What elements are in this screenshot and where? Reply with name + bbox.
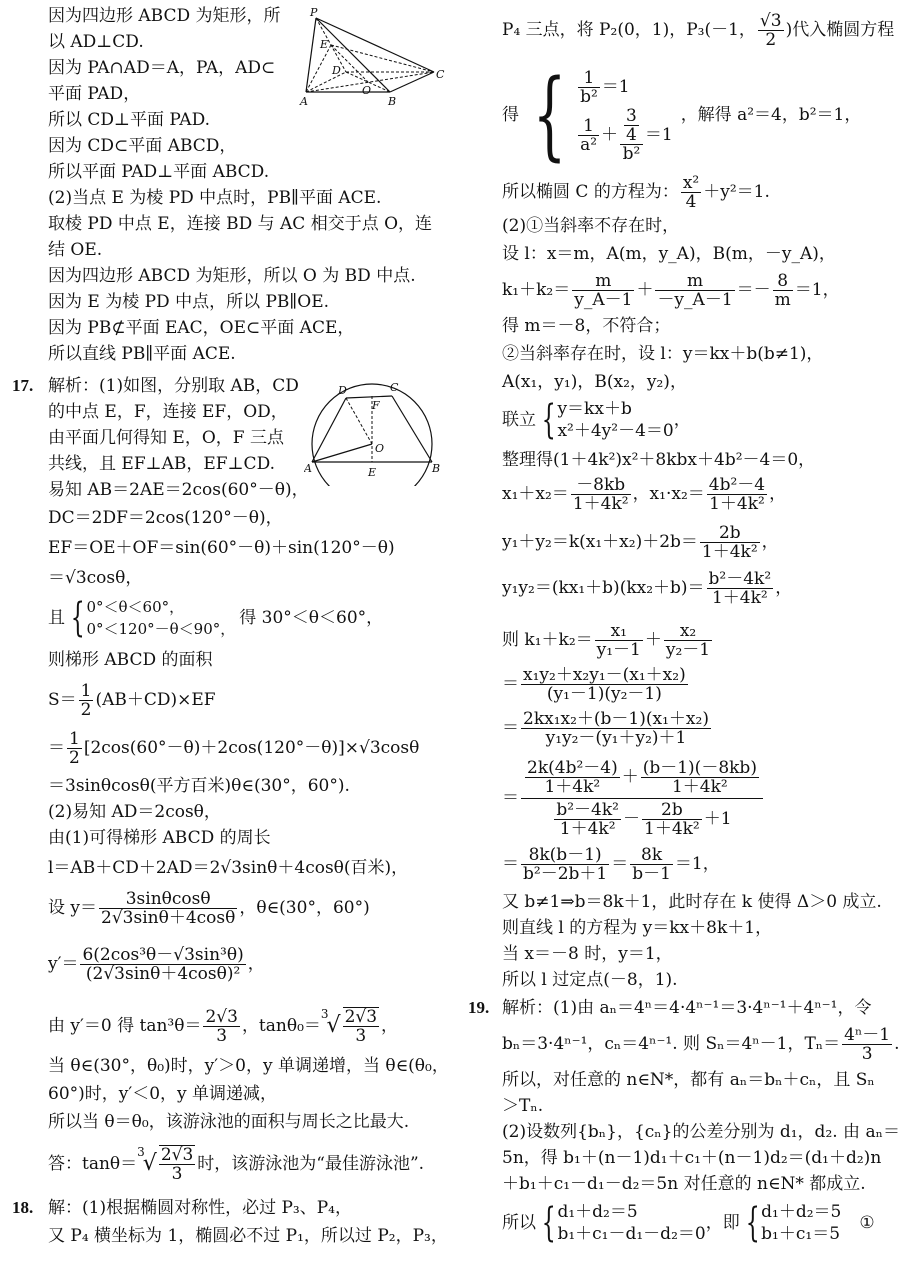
system-row: x²＋4y²－4＝0 <box>557 421 674 441</box>
text-fragment: [2cos(60°－θ)＋2cos(120°－θ)]×√3cosθ <box>83 738 420 758</box>
joint-system: 联立 { y＝kx＋b x²＋4y²－4＝0 ， <box>502 397 691 443</box>
text-line: 所以 CD⊥平面 PAD. <box>48 110 211 130</box>
fraction: $\frac{m}{y\_A-1}$ <box>574 270 633 310</box>
cube-root-index: 3 <box>320 1007 329 1021</box>
text-line: 解析：(1)由 aₙ＝4ⁿ＝4·4ⁿ⁻¹＝3·4ⁿ⁻¹＋4ⁿ⁻¹，令 <box>502 998 872 1018</box>
text-line: 因为 PB⊄平面 EAC，OE⊂平面 ACE， <box>48 318 355 338</box>
text-line: 结 OE. <box>48 240 103 260</box>
system-rows <box>576 67 673 163</box>
text-fragment: ＝ <box>48 738 65 758</box>
system-row: $\frac{1}{\text{b²}}$ ＝1 <box>580 67 630 107</box>
complex-fraction-step: ＝ $\frac{\text{2k(4b²－4)}}{\text{1＋4k²}}$ ＋ $\frac{(b-1)(-8kb)}{\text{1＋4k²}}$ $\frac{\text{b²－4k²}}{\text{1＋4k²}}$ － $\frac{2b}{\text{1＋4k²}}$ ＋1 <box>502 756 765 840</box>
text-line: 因为四边形 ABCD 为矩形，所以 O 为 BD 中点. <box>48 266 416 286</box>
fraction: $\frac{8k(b-1)}{\text{b²－2b＋1}}$ <box>523 844 608 884</box>
fraction: $\frac{\text{2k(4b²－4)}}{\text{1＋4k²}}$ ＋ $\frac{(b-1)(-8kb)}{\text{1＋4k²}}$ $\frac{\text{b²－4k²}}{\text{1＋4k²}}$ － $\frac{2b}{\text{1＋4k²}}$ ＋1 <box>521 759 763 838</box>
equation-marker: ① <box>859 1213 875 1233</box>
fraction: $\frac{\text{x²}}{4}$ <box>682 172 700 212</box>
text-line: (2)设数列{bₙ}，{cₙ}的公差分别为 d₁，d₂. 由 aₙ＝ <box>502 1122 900 1142</box>
text-line: 整理得(1＋4k²)x²＋8kbx＋4b²－4＝0， <box>502 450 816 470</box>
fraction: $\frac{\text{x₂}}{\text{y₂－1}}$ <box>665 620 711 660</box>
root-icon: √ <box>326 1013 341 1038</box>
system-row: d₁＋d₂＝5 <box>761 1202 842 1222</box>
text-line: ＝3sinθcosθ(平方百米)θ∈(30°，60°). <box>48 776 350 796</box>
vertex-label: A <box>304 462 312 475</box>
vertex-label: D <box>338 384 347 397</box>
text-fragment: ＋y²＝1. <box>703 182 770 202</box>
vertex-label: E <box>368 466 377 479</box>
text-line: l＝AB＋CD＋2AD＝2√3sinθ＋4cosθ(百米)， <box>48 858 409 878</box>
ratio-formula <box>48 888 370 928</box>
system-row: b₁＋c₁＝5 <box>761 1224 841 1244</box>
text-fragment: )代入椭圆方程 <box>785 20 895 40</box>
vertex-label: E <box>320 38 329 51</box>
text-line: 所以当 θ＝θ₀，该游泳池的面积与周长之比最大. <box>48 1112 410 1132</box>
question-number: 19. <box>468 998 490 1017</box>
vertex-label: D <box>332 64 341 77</box>
fraction: $\frac{\text{6(2cos³θ－√3sin³θ)}}{\text{(2√3sinθ＋4cosθ)²}}$ <box>82 944 244 984</box>
fraction: $\frac{2b}{\text{1＋4k²}}$ <box>701 522 758 562</box>
fraction: $\frac{1}{\text{b²}}$ <box>580 67 598 107</box>
fraction: $\frac{(b-1)(-8kb)}{\text{1＋4k²}}$ <box>642 757 757 797</box>
y-product-line: y₁y₂＝(kx₁＋b)(kx₂＋b)＝ $\frac{\text{b²－4k²}}{\text{1＋4k²}}$ ， <box>502 568 793 608</box>
vertex-label: C <box>390 381 399 394</box>
fraction: $\frac{2b}{\text{1＋4k²}}$ <box>644 799 700 839</box>
fraction: $\frac{√3}{2}$ <box>759 10 782 50</box>
ellipse-equation <box>502 174 770 210</box>
final-system: 所以 { d₁＋d₂＝5 b₁＋c₁－d₁－d₂＝0 ，即 { d₁＋d₂＝5 b₁＋c₁＝5 ① <box>502 1200 875 1246</box>
text-fragment: ，解得 a²＝4，b²＝1， <box>680 105 862 125</box>
vertex-label: F <box>372 399 380 412</box>
fraction: $\frac{2√3}{3}$ <box>205 1006 238 1046</box>
text-line: 因为 E 为棱 PD 中点，所以 PB∥OE. <box>48 292 330 312</box>
text-line: 60°)时，y′＜0，y 单调递减， <box>48 1084 278 1104</box>
text-line: 所以，对任意的 n∈N*，都有 aₙ＝bₙ＋cₙ，且 Sₙ <box>502 1070 875 1090</box>
text-line: (2)当点 E 为棱 PD 中点时，PB∥平面 ACE. <box>48 188 382 208</box>
brace-icon: { <box>532 59 567 171</box>
text-line: 易知 AB＝2AE＝2cos(60°－θ)， <box>48 480 309 500</box>
fraction: $\frac{\text{b²－4k²}}{\text{1＋4k²}}$ <box>708 568 772 608</box>
text-fragment: ，θ∈(30°，60°) <box>239 898 370 918</box>
fraction: $\frac{1}{\text{a²}}$ <box>580 115 598 155</box>
text-line: 因为 CD⊂平面 ABCD， <box>48 136 237 156</box>
text-line: ＞Tₙ. <box>502 1096 544 1116</box>
text-fragment: S＝ <box>48 690 77 710</box>
fraction: $\frac{2√3}{3}$ <box>160 1145 194 1184</box>
answer-line <box>48 1142 424 1186</box>
vertex-label: B <box>432 462 441 475</box>
area-formula <box>48 680 216 720</box>
substitute-line <box>502 10 894 50</box>
text-line: (2)①当斜率不存在时， <box>502 216 680 236</box>
pyramid-figure <box>296 6 446 110</box>
text-line: A(x₁，y₁)，B(x₂，y₂)， <box>502 372 687 392</box>
result-step: ＝ $\frac{8k(b-1)}{\text{b²－2b＋1}}$ ＝ $\frac{8k}{b-1}$ ＝1， <box>502 844 720 884</box>
question-number: 18. <box>12 1198 34 1217</box>
text-line: (2)易知 AD＝2cosθ， <box>48 802 221 822</box>
text-line: 所以 l 过定点(－8，1). <box>502 970 678 990</box>
system-rows <box>557 1201 705 1245</box>
text-line: EF＝OE＋OF＝sin(60°－θ)＋sin(120°－θ) <box>48 538 395 558</box>
text-fragment: 由 y′＝0 得 tan³θ＝ <box>48 1016 202 1036</box>
text-line: 所以平面 PAD⊥平面 ABCD. <box>48 162 270 182</box>
text-fragment: 且 <box>48 608 65 628</box>
k-sum-line: 则 k₁＋k₂＝ $\frac{\text{x₁}}{\text{y₁－1}}$ ＋ $\frac{\text{x₂}}{\text{y₂－1}}$ <box>502 620 711 660</box>
text-line: 5n，得 b₁＋(n－1)d₁＋c₁＋(n－1)d₂＝(d₁＋d₂)n <box>502 1148 882 1168</box>
text-line: 又 b≠1⇒b＝8k＋1，此时存在 k 使得 Δ＞0 成立. <box>502 892 882 912</box>
fraction: $\frac{3\sin\theta\cos\theta}{2√3\sin\theta+4\cos\theta}$ <box>101 888 236 928</box>
text-fragment: (AB＋CD)×EF <box>95 690 216 710</box>
fraction: $\frac{1}{2}$ <box>80 680 92 720</box>
system-row: y＝kx＋b <box>557 399 632 419</box>
fraction: $\frac{2√3}{3}$ <box>344 1007 378 1046</box>
condition-system <box>48 596 383 640</box>
text-line: 平面 PAD， <box>48 84 141 104</box>
text-line: 则直线 l 的方程为 y＝kx＋8k＋1， <box>502 918 773 938</box>
derivation-step: ＝ $\frac{\text{2kx₁x₂＋(b－1)(x₁＋x₂)}}{\text{y₁y₂－(y₁＋y₂)＋1}}$ <box>502 708 709 748</box>
root-icon: √ <box>142 1151 157 1176</box>
text-line: 解：(1)根据椭圆对称性，必过 P₃、P₄， <box>48 1198 352 1218</box>
system-rows <box>557 398 673 442</box>
system-row: b₁＋c₁－d₁－d₂＝0 <box>557 1224 706 1244</box>
cube-root-index: 3 <box>137 1145 145 1159</box>
fraction: $\frac{\text{4ⁿ－1}}{3}$ <box>844 1024 891 1064</box>
text-fragment: 得 30°＜θ＜60°， <box>239 608 384 628</box>
derivative-formula <box>48 944 265 984</box>
text-line: 当 θ∈(30°，θ₀)时，y′＞0，y 单调递增，当 θ∈(θ₀， <box>48 1056 449 1076</box>
text-line: DC＝2DF＝2cos(120°－θ)， <box>48 508 283 528</box>
text-line: 则梯形 ABCD 的面积 <box>48 650 213 670</box>
area-formula-2 <box>48 728 419 768</box>
fraction: $\frac{\text{x₁y₂＋x₂y₁－(x₁＋x₂)}}{\text{(y₁－1)(y₂－1)}}$ <box>523 664 686 704</box>
text-line: 由平面几何得知 E，O，F 三点 <box>48 428 284 448</box>
vertex-label: P <box>310 6 318 19</box>
text-fragment: 时，该游泳池为“最佳游泳池”. <box>197 1154 425 1174</box>
fraction: $\frac{1}{2}$ <box>69 728 80 768</box>
text-fragment: 所以椭圆 C 的方程为： <box>502 182 679 202</box>
text-fragment: 答：tanθ＝ <box>48 1154 138 1174</box>
text-line: ②当斜率存在时，设 l：y＝kx＋b(b≠1)， <box>502 344 824 364</box>
vertex-label: O <box>362 84 372 97</box>
text-line: 因为四边形 ABCD 为矩形，所 <box>48 6 281 26</box>
fraction: $\frac{\text{b²－4k²}}{\text{1＋4k²}}$ <box>556 799 619 839</box>
text-line: 取棱 PD 中点 E，连接 BD 与 AC 相交于点 O，连 <box>48 214 433 234</box>
text-line: ＝√3cosθ， <box>48 568 143 588</box>
trapezoid-circle-figure <box>304 376 444 486</box>
text-fragment: ，tanθ₀＝ <box>241 1016 321 1036</box>
vertex-label: C <box>436 68 445 81</box>
system-rows <box>86 596 235 640</box>
fraction: $\frac{8}{m}$ <box>774 270 791 310</box>
fraction: $\frac{\text{4b²－4}}{\text{1＋4k²}}$ <box>708 474 766 514</box>
text-line: 因为 PA∩AD＝A，PA，AD⊂ <box>48 58 276 78</box>
vertex-label: B <box>388 95 397 108</box>
fraction: $\frac{\text{2kx₁x₂＋(b－1)(x₁＋x₂)}}{\text{y₁y₂－(y₁＋y₂)＋1}}$ <box>523 708 709 748</box>
text-line: ＋b₁＋c₁－d₁－d₂＝5n 对任意的 n∈N* 都成立. <box>502 1174 866 1194</box>
text-line: 所以直线 PB∥平面 ACE. <box>48 344 236 364</box>
system-row: $\frac{1}{\text{a²}}$ ＋ $\frac{\frac{3}{4}}{\text{b²}}$ ＝1 <box>580 106 673 164</box>
fraction: $\frac{\frac{3}{4}}{\text{b²}}$ <box>620 107 643 163</box>
brace-icon: { <box>541 397 556 443</box>
brace-icon: { <box>745 1200 760 1246</box>
text-line: 当 x＝－8 时，y＝1， <box>502 944 673 964</box>
brace-icon: { <box>70 595 85 641</box>
text-line: 以 AD⊥CD. <box>48 32 144 52</box>
brace-icon: { <box>541 1200 556 1246</box>
vertex-label: O <box>375 442 385 455</box>
text-line: 设 l：x＝m，A(m，y_A)，B(m，－y_A)， <box>502 244 836 264</box>
text-fragment: ， <box>247 954 265 974</box>
sequence-line: bₙ＝3·4ⁿ⁻¹，cₙ＝4ⁿ⁻¹. 则 Sₙ＝4ⁿ－1，Tₙ＝ $\frac{\text{4ⁿ－1}}{3}$ . <box>502 1024 900 1064</box>
text-line: 的中点 E，F，连接 EF，OD， <box>48 402 288 422</box>
system-rows <box>761 1201 841 1245</box>
tan-formula: 由 y′＝0 得 tan³θ＝ $\frac{2√3}{3}$ ，tanθ₀＝ 3 √ $\frac{2√3}{3}$ ， <box>48 1004 398 1048</box>
text-line: 又 P₄ 横坐标为 1，椭圆必不过 P₁，所以过 P₂，P₃， <box>48 1226 448 1246</box>
text-line: 解析：(1)如图，分别取 AB，CD <box>48 376 299 396</box>
text-fragment: P₄ 三点，将 P₂(0，1)，P₃(－1， <box>502 20 756 40</box>
text-line: 得 m＝－8，不符合； <box>502 316 671 336</box>
fraction: $\frac{m}{-y\_A-1}$ <box>657 270 733 310</box>
text-fragment: 设 y＝ <box>48 898 98 918</box>
fraction: $\frac{-8kb}{\text{1＋4k²}}$ <box>572 474 629 514</box>
y-sum-line: y₁＋y₂＝k(x₁＋x₂)＋2b＝ $\frac{2b}{\text{1＋4k²}}$ ， <box>502 522 779 562</box>
question-number: 17. <box>12 376 34 395</box>
derivation-step: ＝ $\frac{\text{x₁y₂＋x₂y₁－(x₁＋x₂)}}{\text{(y₁－1)(y₂－1)}}$ <box>502 664 686 704</box>
text-fragment: y′＝ <box>48 954 79 974</box>
text-line: 共线，且 EF⊥AB，EF⊥CD. <box>48 454 275 474</box>
vieta-line: x₁＋x₂＝ $\frac{-8kb}{\text{1＋4k²}}$ ，x₁·x₂＝ $\frac{\text{4b²－4}}{\text{1＋4k²}}$ ， <box>502 474 787 514</box>
fraction: $\frac{\text{2k(4b²－4)}}{\text{1＋4k²}}$ <box>527 757 618 797</box>
fraction: $\frac{3}{4}$ <box>626 106 637 145</box>
text-line: 由(1)可得梯形 ABCD 的周长 <box>48 828 271 848</box>
text-fragment: 得 <box>502 105 519 125</box>
system-row: 0°＜120°－θ＜90°， <box>86 620 236 638</box>
fraction: $\frac{\text{x₁}}{\text{y₁－1}}$ <box>596 620 641 660</box>
ellipse-system <box>502 60 861 170</box>
slope-sum-formula: k₁＋k₂＝ $\frac{m}{y\_A-1}$ ＋ $\frac{m}{-y\_A-1}$ ＝－ $\frac{8}{m}$ ＝1， <box>502 270 840 310</box>
fraction: $\frac{8k}{b-1}$ <box>632 844 671 884</box>
system-row: 0°＜θ＜60°， <box>86 598 185 616</box>
system-row: d₁＋d₂＝5 <box>557 1202 638 1222</box>
vertex-label: A <box>300 95 308 108</box>
